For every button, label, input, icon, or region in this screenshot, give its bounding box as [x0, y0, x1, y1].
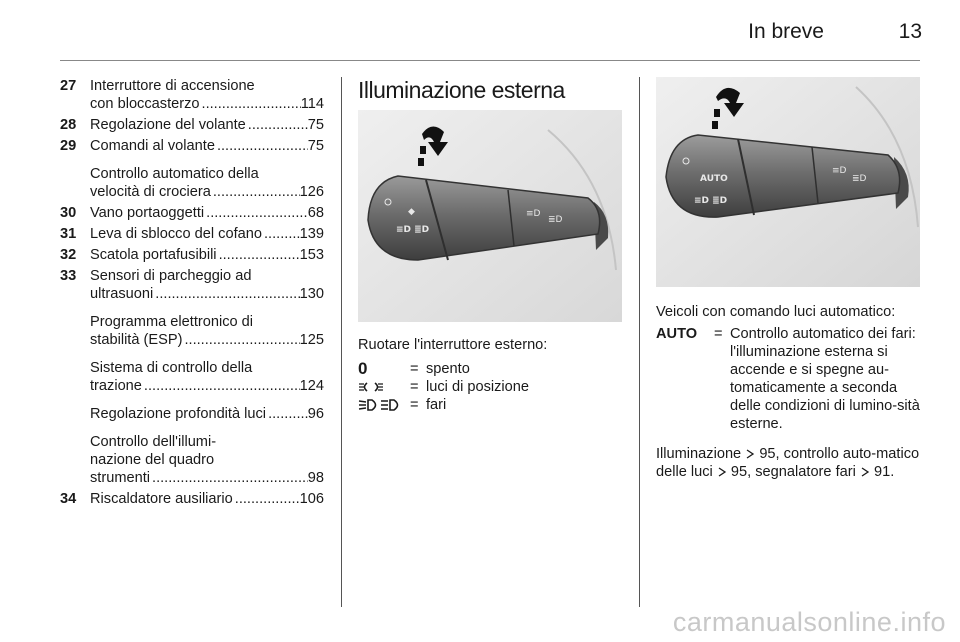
- index-number: 30: [60, 205, 77, 221]
- index-entry[interactable]: [60, 313, 324, 349]
- equals-sign: =: [410, 361, 419, 377]
- index-entry[interactable]: [60, 77, 324, 113]
- dot-leader: [142, 377, 300, 395]
- index-entry[interactable]: [60, 204, 324, 222]
- svg-text:≡D ≣D: ≡D ≣D: [694, 196, 728, 206]
- dot-leader: [150, 469, 308, 487]
- legend-text: fari: [426, 397, 447, 413]
- auto-light-switch-figure: [656, 77, 920, 287]
- index-text-line: Interruttore di accensione: [90, 78, 255, 94]
- index-text: Regolazione profondità luci: [90, 406, 267, 422]
- index-text-line: nazione del quadro: [90, 452, 215, 468]
- index-entry[interactable]: [60, 116, 324, 134]
- svg-text:≣D: ≣D: [852, 174, 867, 184]
- svg-text:≡D ≣D: ≡D ≣D: [396, 225, 430, 235]
- index-page-link[interactable]: 75: [307, 138, 324, 154]
- index-page-link[interactable]: 68: [307, 205, 324, 221]
- dot-leader: [204, 204, 308, 222]
- index-entry[interactable]: [60, 490, 324, 508]
- index-page-link[interactable]: 106: [299, 491, 324, 507]
- stalk-auto-label: AUTO: [700, 174, 728, 184]
- xref-text: Illuminazione: [656, 446, 742, 462]
- index-text: stabilità (ESP): [90, 332, 183, 348]
- page-reference-icon[interactable]: [860, 467, 870, 477]
- component-index: [60, 77, 324, 511]
- page-reference-icon[interactable]: [717, 467, 727, 477]
- svg-text:≡D: ≡D: [526, 209, 541, 219]
- legend-row: [358, 360, 618, 378]
- legend-row: [358, 378, 618, 396]
- index-entry[interactable]: [60, 246, 324, 264]
- xref-page-link[interactable]: 91: [874, 464, 891, 480]
- dot-leader: [233, 490, 300, 508]
- xref-page-link[interactable]: 95: [730, 464, 748, 480]
- legend-text: luci di posizione: [426, 379, 530, 395]
- index-page-link[interactable]: 125: [299, 332, 324, 348]
- equals-sign: =: [714, 326, 723, 342]
- index-text: trazione: [90, 378, 142, 394]
- index-text: Riscaldatore ausiliario: [90, 491, 233, 507]
- auto-symbol: AUTO: [656, 326, 698, 342]
- light-switch-illustration: [358, 110, 622, 322]
- index-page-link[interactable]: 98: [307, 470, 324, 486]
- svg-text:◆: ◆: [408, 207, 415, 217]
- header-rule: [60, 60, 920, 61]
- index-text: Scatola portafusibili: [90, 247, 217, 263]
- equals-sign: =: [410, 397, 419, 413]
- index-page-link[interactable]: 130: [299, 286, 324, 302]
- svg-text:≡D: ≡D: [832, 166, 847, 176]
- equals-sign: =: [410, 379, 419, 395]
- index-entry[interactable]: [60, 405, 324, 423]
- legend-text: spento: [426, 361, 470, 377]
- index-number: 32: [60, 247, 77, 263]
- position-lights-icon: [358, 378, 410, 396]
- dot-leader: [246, 116, 308, 134]
- xref-text: , controllo auto-matico delle luci: [656, 446, 920, 480]
- watermark: carmanualsonline.info: [672, 607, 946, 637]
- index-number: 27: [60, 78, 77, 94]
- column-divider: [639, 77, 640, 607]
- svg-text:≣D: ≣D: [548, 215, 563, 225]
- index-entry[interactable]: [60, 267, 324, 303]
- index-entry[interactable]: [60, 359, 324, 395]
- section-title: Illuminazione esterna: [358, 77, 565, 103]
- dot-leader: [262, 225, 300, 243]
- index-number: 34: [60, 491, 77, 507]
- cross-references: [656, 445, 924, 481]
- auto-light-switch-illustration: [656, 77, 920, 287]
- headlights-icon: [358, 396, 410, 414]
- switch-caption: Ruotare l'interruttore esterno:: [358, 337, 548, 353]
- index-page-link[interactable]: 126: [299, 184, 324, 200]
- index-entry[interactable]: [60, 165, 324, 201]
- index-page-link[interactable]: 75: [307, 117, 324, 133]
- dot-leader: [217, 246, 300, 264]
- auto-description: Controllo automatico dei fari: l'illuminazione esterna si accende e si spegne au-tomaticamente a seconda delle condizioni di lumino-sità esterne.: [730, 326, 920, 432]
- index-page-link[interactable]: 96: [307, 406, 324, 422]
- index-number: 29: [60, 138, 77, 154]
- page-reference-icon[interactable]: [745, 449, 755, 459]
- index-entry[interactable]: [60, 137, 324, 155]
- index-number: 31: [60, 226, 77, 242]
- index-text: Leva di sblocco del cofano: [90, 226, 262, 242]
- legend-row: [358, 396, 618, 414]
- index-text-line: Sistema di controllo della: [90, 360, 253, 376]
- index-text: strumenti: [90, 470, 151, 486]
- index-page-link[interactable]: 153: [299, 247, 324, 263]
- index-entry[interactable]: [60, 225, 324, 243]
- light-switch-figure: [358, 110, 622, 322]
- index-number: 28: [60, 117, 77, 133]
- column-divider: [341, 77, 342, 607]
- index-text: ultrasuoni: [90, 286, 154, 302]
- index-number: 33: [60, 268, 77, 284]
- index-text: Vano portaoggetti: [90, 205, 205, 221]
- xref-page-link[interactable]: 95: [759, 446, 776, 462]
- index-page-link[interactable]: 114: [300, 96, 324, 112]
- auto-definition: [656, 325, 924, 433]
- dot-leader: [215, 137, 308, 155]
- index-text: velocità di crociera: [90, 184, 211, 200]
- index-text-line: Sensori di parcheggio ad: [90, 268, 252, 284]
- auto-caption: Veicoli con comando luci automatico:: [656, 304, 896, 320]
- index-text: Comandi al volante: [90, 138, 215, 154]
- index-text: con bloccasterzo: [90, 96, 200, 112]
- index-text-line: Controllo dell'illumi-: [90, 434, 217, 450]
- index-text-line: Controllo automatico della: [90, 166, 259, 182]
- dot-leader: [266, 405, 308, 423]
- dot-leader: [200, 95, 301, 113]
- index-page-link[interactable]: 139: [299, 226, 324, 242]
- xref-text: , segnalatore fari: [747, 464, 856, 480]
- index-text: Regolazione del volante: [90, 117, 246, 133]
- dot-leader: [182, 331, 299, 349]
- index-entry[interactable]: [60, 433, 324, 487]
- header-title: In breve: [748, 20, 824, 43]
- index-text-line: Programma elettronico di: [90, 314, 254, 330]
- dot-leader: [211, 183, 300, 201]
- xref-text: .: [890, 464, 895, 480]
- switch-legend: [358, 360, 618, 414]
- index-page-link[interactable]: 124: [299, 378, 324, 394]
- off-symbol: 0: [358, 359, 368, 378]
- page-number: 13: [898, 20, 922, 43]
- dot-leader: [153, 285, 299, 303]
